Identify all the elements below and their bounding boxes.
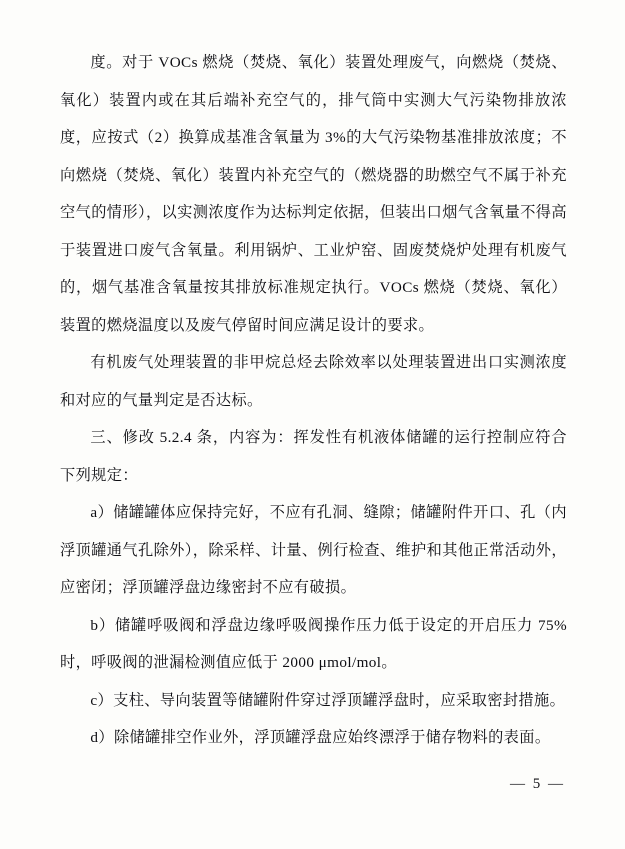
page-number: — 5 —	[510, 776, 565, 792]
paragraph-7: d）除储罐排空作业外，浮顶罐浮盘应始终漂浮于储存物料的表面。	[90, 729, 551, 746]
paragraph-6: c）支柱、导向装置等储罐附件穿过浮顶罐浮盘时，应采取密封措施。	[90, 691, 566, 709]
paragraph-3: 三、修改 5.2.4 条，内容为：挥发性有机液体储罐的运行控制应符合下列规定：	[60, 429, 567, 484]
paragraph-5: b）储罐呼吸阀和浮盘边缘呼吸阀操作压力低于设定的开启压力 75%时，呼吸阀的泄漏检测值应低于 2000 μmol/mol。	[60, 616, 567, 671]
paragraph-1: 度。对于 VOCs 燃烧（焚烧、氧化）装置处理废气，向燃烧（焚烧、氧化）装置内或在其后端补充空气的，排气筒中实测大气污染物排放浓度，应按式（2）换算成基准含氧量为 3%的大气污染物基准排放浓度；不向燃烧（焚烧、氧化）装置内补充空气的（燃烧器的助燃空气不属于补充空气的情形），以实测浓度作为达标判定依据，但装出口烟气含氧量不得高于装置进口废气含氧量。利用锅炉、工业炉窑、固废焚烧炉处理有机废气的，烟气基准含氧量按其排放标准规定执行。VOCs 燃烧（焚烧、氧化）装置的燃烧温度以及废气停留时间应满足设计的要求。	[60, 54, 567, 334]
paragraph-2: 有机废气处理装置的非甲烷总烃去除效率以处理装置进出口实测浓度和对应的气量判定是否达标。	[60, 354, 567, 409]
document-body	[60, 44, 567, 757]
paragraph-4: a）储罐罐体应保持完好，不应有孔洞、缝隙；储罐附件开口、孔（内浮顶罐通气孔除外），除采样、计量、例行检查、维护和其他正常活动外，应密闭；浮顶罐浮盘边缘密封不应有破损。	[60, 504, 567, 596]
